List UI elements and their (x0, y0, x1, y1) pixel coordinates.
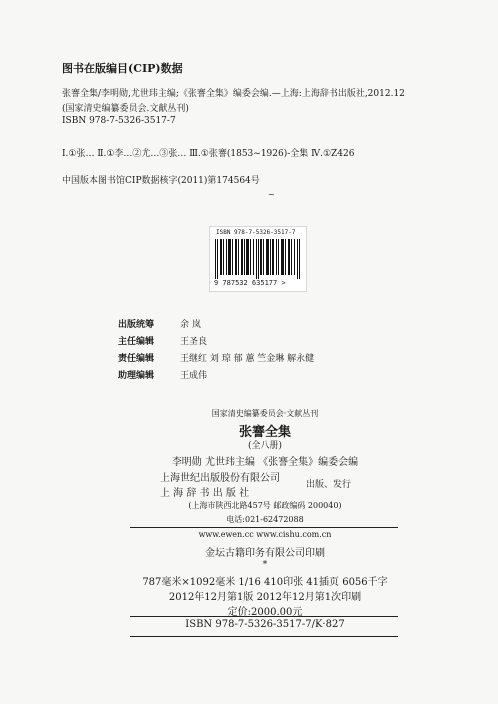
publisher-websites: www.ewen.cc www.cishu.com.cn (198, 530, 332, 539)
cip-series-line: (国家清史编纂委员会.文献丛刊) (62, 104, 189, 114)
printer-name: 金坛古籍印务有限公司印刷 (205, 548, 325, 559)
credit-label: 主任编辑 (118, 337, 155, 347)
barcode-bars (215, 239, 301, 279)
divider (130, 616, 398, 617)
credit-label: 责任编辑 (118, 354, 155, 364)
publisher-name: 上 海 辞 书 出 版 社 (160, 488, 250, 499)
publisher-role: 出版、发行 (306, 480, 352, 490)
isbn-barcode (209, 226, 307, 292)
cip-isbn-line: ISBN 978-7-5326-3517-7 (62, 116, 176, 126)
barcode-top-text: ISBN 978-7-5326-3517-7 (216, 229, 296, 236)
credit-row (118, 363, 207, 382)
cip-record-number: 中国版本图书馆CIP数据核字(2011)第174564号 (62, 176, 260, 186)
cip-record-line: 张謇全集/李明勋,尤世玮主编;《张謇全集》编委会编.—上海:上海辞书出版社,2012.12 (62, 89, 405, 99)
publisher-phone: 电话:021-62472088 (226, 515, 304, 524)
editors-line: 李明勋 尤世玮主编 《张謇全集》编委会编 (171, 457, 359, 468)
full-isbn: ISBN 978-7-5326-3517-7/K·827 (185, 619, 345, 630)
book-title: 张謇全集 (238, 425, 291, 440)
separator-star: * (262, 560, 268, 570)
credit-value: 王成伟 (180, 371, 208, 381)
price: 定价:2000.00元 (227, 607, 303, 618)
cip-dash: ~ (268, 190, 275, 199)
credit-value: 王继红 刘 琼 郁 蕙 竺金琳 解永健 (180, 354, 315, 364)
credit-label: 出版统筹 (118, 320, 155, 330)
volume-count: (全八册) (247, 441, 283, 451)
divider (130, 636, 398, 637)
cip-heading: 图书在版编目(CIP)数据 (62, 62, 183, 75)
credit-label: 助理编辑 (118, 371, 155, 381)
edition-info: 2012年12月第1版 2012年12月第1次印刷 (168, 592, 362, 603)
credit-value: 余 岚 (180, 320, 201, 330)
cip-classification-line: Ⅰ.①张… Ⅱ.①李…②尤…③张… Ⅲ.①张謇(1853~1926)-全集 Ⅳ.①Z426 (62, 149, 355, 159)
print-specs: 787毫米×1092毫米 1/16 410印张 41插页 6056千字 (142, 577, 388, 588)
credit-value: 王圣良 (180, 337, 208, 347)
publisher-corp: 上海世纪出版股份有限公司 (160, 473, 280, 484)
publisher-address: (上海市陕西北路457号 邮政编码 200040) (188, 501, 342, 510)
divider (130, 527, 398, 528)
series-name: 国家清史编纂委员会·文献丛刊 (211, 409, 319, 418)
barcode-bottom-text: 9 787532 635177 > (214, 279, 286, 287)
